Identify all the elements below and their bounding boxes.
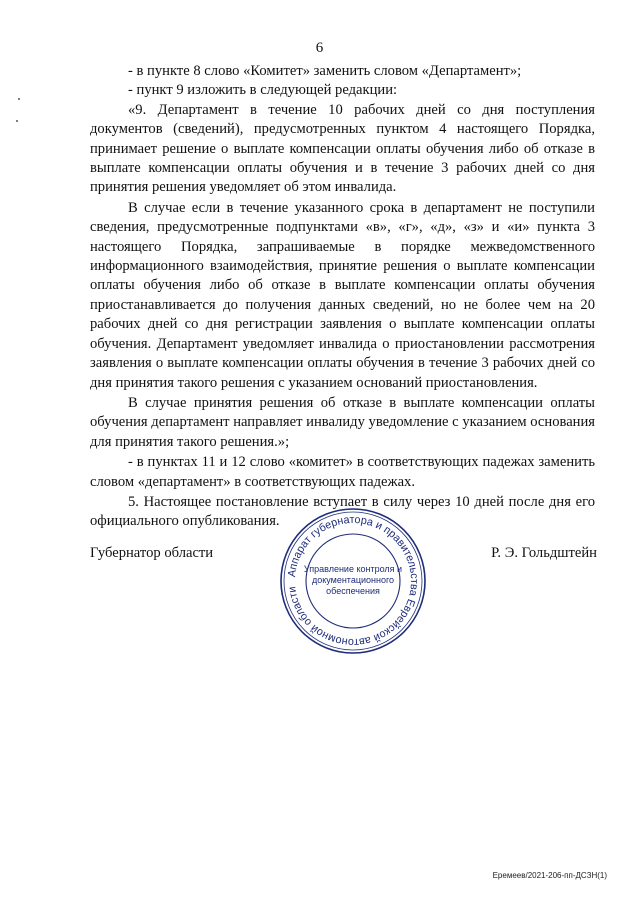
clause-9-refusal-paragraph: В случае принятия решения об отказе в выплате компенсации оплаты обучения департамент направляет инвалиду уведомление с указанием основания для принятия такого решения.»;	[90, 394, 595, 450]
scan-speck	[16, 120, 18, 122]
signatory-position: Губернатор области	[90, 545, 214, 561]
official-seal	[278, 506, 428, 656]
signature-block	[90, 545, 597, 567]
signatory-name: Р. Э. Гольдштейн	[491, 545, 597, 561]
seal-graphic	[278, 506, 428, 656]
document-reference-code: Еремеев/2021-206-пп-ДСЗН(1)	[492, 871, 607, 880]
amendment-item-9: - пункт 9 изложить в следующей редакции:	[128, 82, 398, 99]
amendment-items-11-12: - в пунктах 11 и 12 слово «комитет» в соответствующих падежах заменить словом «департамент» в соответствующих падежах.	[90, 454, 595, 490]
clause-9-paragraph: «9. Департамент в течение 10 рабочих дней со дня поступления документов (сведений), предусмотренных пунктом 4 настоящего Порядка, принимает решение о выплате компенсации оплаты обучения либо об отказе в выплате компенсации оплаты обучения и в течение 3 рабочих дней со дня принятия решения уведомляет об этом инвалида.	[90, 101, 595, 196]
seal-center-line-2: документационного	[311, 575, 395, 585]
seal-center-line-3: обеспечения	[326, 586, 380, 596]
seal-ring-text: Аппарат губернатора и правительства Еврейской автономной области	[286, 513, 421, 649]
document-body	[90, 62, 595, 532]
effective-date-paragraph: 5. Настоящее постановление вступает в силу через 10 дней после дня его официального опубликования.	[90, 493, 595, 530]
amendment-item-8: - в пункте 8 слово «Комитет» заменить словом «Департамент»;	[128, 63, 522, 79]
scan-speck	[18, 98, 20, 100]
seal-center-line-1: Управление контроля и	[303, 564, 403, 574]
clause-9-suspension-paragraph: В случае если в течение указанного срока в департамент не поступили сведения, предусмотренные подпунктами «в», «г», «д», «з» и «и» пункта 3 настоящего Порядка, запрашиваемые в порядке межведомственного информационного взаимодействия, принятие решения о выплате компенсации оплаты обучения либо об отказе в выплате компенсации оплаты обучения приостанавливается до получения данных сведений, но не более чем на 20 рабочих дней со дня регистрации заявления о выплате компенсации оплаты обучения. Департамент уведомляет инвалида о приостановлении рассмотрения заявления о выплате компенсации оплаты обучения в течение 3 рабочих дней со дня принятия такого решения с указанием оснований приостановления.	[90, 199, 595, 391]
page-number: 6	[315, 40, 324, 56]
